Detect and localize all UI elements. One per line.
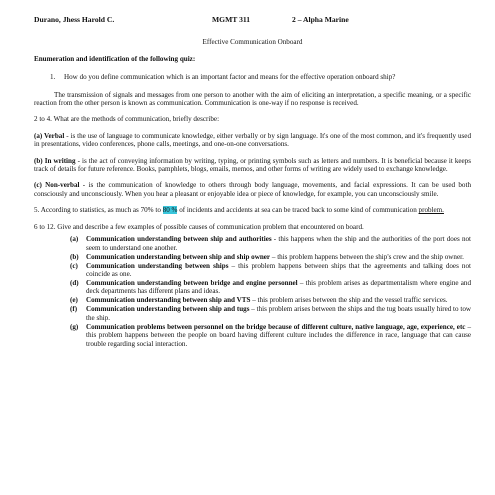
list-item-text: - this happens when the ship and the authorities of the port does not seem to understand one another. bbox=[86, 235, 472, 252]
question-5-before: 5. According to statistics, as much as 70% to bbox=[34, 206, 163, 215]
question-1-number: 1. bbox=[50, 73, 56, 82]
list-item-title: Communication understanding between bridge and engine personnel bbox=[86, 278, 298, 287]
document-title: Effective Communication Onboard bbox=[202, 38, 303, 47]
answer-1: The transmission of signals and messages from one person to another with the aim of eliciting an interpretation, a specific meaning, or a specific reaction from the other person is known as communication. Communication is one-way if no response is received. bbox=[34, 90, 471, 108]
method-writing-text: - is the act of conveying information by writing, typing, or printing symbols such as letters and numbers. It is beneficial because it keeps track of details for future reference. Books, pamphlets, blogs, emails, memos, and other forms of writing are widely used to exchange knowledge. bbox=[34, 156, 471, 174]
list-item bbox=[70, 279, 471, 296]
list-item-title: Communication understanding between ships bbox=[86, 261, 229, 270]
method-verbal-text: - is the use of language to communicate knowledge, either verbally or by sign language. It's one of the most common, and it's frequently used in presentations, video conferences, phone calls, meetings, and one-on-one conversations. bbox=[34, 131, 472, 149]
list-item-text: – this problem arises between the ship and the vessel traffic services. bbox=[250, 296, 448, 305]
list-item-title: Communication understanding between ship and VTS bbox=[86, 296, 251, 305]
quiz-heading: Enumeration and identification of the following quiz: bbox=[34, 54, 196, 63]
list-item-letter: (d) bbox=[70, 278, 79, 287]
list-item-letter: (a) bbox=[70, 235, 79, 244]
question-5 bbox=[34, 206, 471, 214]
question-5-after: of incidents and accidents at sea can be traced back to some kind of communication bbox=[177, 206, 419, 215]
list-item-text: – this problem happens between the people on board having different culture includes the difference in race, language that can cause trouble regarding social interaction. bbox=[86, 322, 471, 348]
question-2-to-4: 2 to 4. What are the methods of communication, briefly describe: bbox=[34, 115, 220, 124]
list-item-letter: (g) bbox=[70, 322, 79, 331]
underlined-word: problem. bbox=[418, 206, 444, 215]
question-1-text: How do you define communication which is an important factor and means for the effective operation onboard ship? bbox=[64, 73, 396, 82]
list-item-letter: (e) bbox=[70, 296, 78, 305]
list-item-text: – this problem happens between ships that the agreements and talking does not coincide as one. bbox=[86, 261, 471, 278]
list-item-title: Communication understanding between ship and ship owner bbox=[86, 252, 271, 261]
causes-list bbox=[34, 235, 471, 348]
list-item-text: – this problem happens between the ship's crew and the ship owner. bbox=[270, 252, 464, 261]
highlighted-percentage: 80 % bbox=[162, 206, 178, 215]
document-header bbox=[34, 16, 471, 24]
list-item bbox=[70, 253, 471, 261]
list-item-letter: (f) bbox=[70, 305, 78, 314]
list-item-title: Communication understanding between ship and tugs bbox=[86, 305, 250, 314]
method-verbal bbox=[34, 132, 471, 149]
list-item-title: Communication understanding between ship and authorities bbox=[86, 235, 272, 244]
method-nonverbal-label: (c) Non-verbal bbox=[34, 181, 80, 190]
method-writing-label: (b) In writing bbox=[34, 156, 76, 165]
list-item bbox=[70, 323, 471, 348]
list-item bbox=[70, 296, 471, 304]
list-item-letter: (c) bbox=[70, 261, 78, 270]
list-item bbox=[70, 235, 471, 252]
student-name: Durano, Jhess Harold C. bbox=[34, 15, 115, 24]
list-item-title: Communication problems between personnel on the bridge because of different culture, native language, age, experience, etc bbox=[86, 322, 466, 331]
question-6-to-12: 6 to 12. Give and describe a few examples of possible causes of communication problem that encountered on board. bbox=[34, 222, 364, 231]
list-item-letter: (b) bbox=[70, 252, 79, 261]
section-name: 2 – Alpha Marine bbox=[292, 15, 349, 24]
question-1 bbox=[34, 73, 471, 81]
method-nonverbal-text: - is the communication of knowledge to others through body language, movements, and facial expressions. It can be used both consciously and unconsciously. When you hear a pleasant or enjoyable idea or piece of knowledge, for example, you can unconsciously smile. bbox=[34, 181, 471, 198]
list-item-text: – this problem arises as departmentalism where engine and deck departments has different plans and ideas. bbox=[86, 278, 471, 296]
method-nonverbal bbox=[34, 181, 471, 198]
list-item bbox=[70, 305, 471, 322]
course-code: MGMT 311 bbox=[212, 15, 251, 24]
method-verbal-label: (a) Verbal bbox=[34, 131, 65, 140]
list-item-text: – this problem arises between the ships and the tug boats usually hired to tow the ship. bbox=[86, 305, 472, 322]
list-item bbox=[70, 262, 471, 279]
method-writing bbox=[34, 157, 471, 174]
